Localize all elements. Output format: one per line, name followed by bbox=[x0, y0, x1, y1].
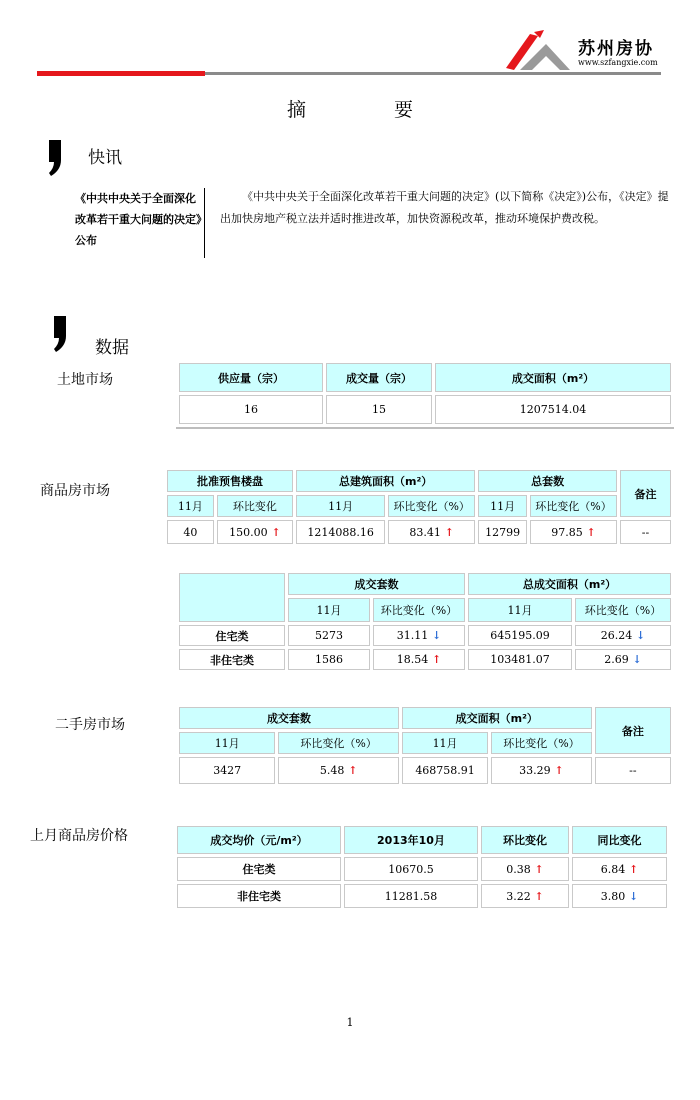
table-cell: 468758.91 bbox=[402, 757, 488, 784]
second-hand-table bbox=[176, 704, 674, 787]
section-comma-icon bbox=[47, 140, 63, 176]
table-header: 成交面积（m²） bbox=[435, 363, 671, 392]
news-body: 《中共中央关于全面深化改革若干重大问题的决定》(以下简称《决定》)公布，《决定》提出加快房地产税立法并适时推进改革，加快资源税改革，推动环境保护费改税。 bbox=[220, 190, 669, 225]
table-cell bbox=[575, 649, 671, 670]
table-cell bbox=[572, 884, 667, 908]
value: 3.80 bbox=[600, 889, 626, 903]
table-header: 2013年10月 bbox=[344, 826, 478, 854]
table-subheader: 环比变化 bbox=[217, 495, 293, 517]
table-header: 成交套数 bbox=[179, 707, 399, 729]
table-cell bbox=[388, 520, 475, 544]
header-rule-gray bbox=[205, 72, 661, 75]
row-label: 非住宅类 bbox=[179, 649, 285, 670]
table-cell: -- bbox=[620, 520, 671, 544]
table-subheader: 环比变化（%） bbox=[530, 495, 617, 517]
table-subheader: 11月 bbox=[288, 598, 370, 622]
table-cell: 15 bbox=[326, 395, 432, 424]
table-cell bbox=[217, 520, 293, 544]
trend-arrow-icon: ↑ bbox=[344, 764, 358, 777]
trend-arrow-icon: ↓ bbox=[628, 653, 642, 666]
table-cell: 645195.09 bbox=[468, 625, 572, 646]
table-cell: 16 bbox=[179, 395, 323, 424]
logo-mark-icon bbox=[500, 30, 576, 72]
news-section-title: 快讯 bbox=[88, 148, 122, 168]
table-cell: 1207514.04 bbox=[435, 395, 671, 424]
data-section-title: 数据 bbox=[95, 338, 129, 358]
trend-arrow-icon: ↓ bbox=[632, 629, 646, 642]
value: 2.69 bbox=[604, 653, 629, 666]
table-cell: 11281.58 bbox=[344, 884, 478, 908]
brand-logo bbox=[500, 30, 670, 72]
trend-arrow-icon: ↑ bbox=[267, 525, 281, 539]
table-subheader: 11月 bbox=[179, 732, 275, 754]
land-market-table bbox=[176, 360, 674, 429]
table-header: 环比变化 bbox=[481, 826, 569, 854]
table-header: 总成交面积（m²） bbox=[468, 573, 671, 595]
table-header: 总建筑面积（m²） bbox=[296, 470, 475, 492]
table-cell bbox=[481, 884, 569, 908]
value: 83.41 bbox=[409, 525, 441, 539]
logo-url: www.szfangxie.com bbox=[578, 58, 658, 67]
table-subheader: 环比变化（%） bbox=[388, 495, 475, 517]
table-header: 备注 bbox=[595, 707, 671, 754]
table-cell: 103481.07 bbox=[468, 649, 572, 670]
header-rule-red bbox=[37, 71, 205, 76]
table-cell bbox=[530, 520, 617, 544]
table-cell bbox=[491, 757, 591, 784]
value: 97.85 bbox=[551, 525, 583, 539]
table-header: 成交均价（元/m²） bbox=[177, 826, 341, 854]
value: 31.11 bbox=[396, 629, 429, 642]
value: 0.38 bbox=[506, 862, 531, 876]
section-comma-icon bbox=[52, 316, 68, 352]
trend-arrow-icon: ↑ bbox=[582, 525, 596, 539]
table-cell: 1586 bbox=[288, 649, 370, 670]
table-cell: 12799 bbox=[478, 520, 527, 544]
value: 3.22 bbox=[506, 889, 531, 903]
table-subheader: 11月 bbox=[478, 495, 527, 517]
table-header: 总套数 bbox=[478, 470, 617, 492]
table-cell bbox=[373, 625, 465, 646]
table-header: 同比变化 bbox=[572, 826, 667, 854]
value: 33.29 bbox=[519, 764, 551, 777]
table-cell: 5273 bbox=[288, 625, 370, 646]
table-header: 成交套数 bbox=[288, 573, 465, 595]
value: 18.54 bbox=[396, 653, 429, 666]
page-number: 1 bbox=[346, 1016, 354, 1029]
value: 150.00 bbox=[229, 525, 268, 539]
second-hand-market-label: 二手房市场 bbox=[55, 717, 125, 733]
table-header: 备注 bbox=[620, 470, 671, 517]
trend-arrow-icon: ↓ bbox=[625, 889, 639, 903]
price-table bbox=[174, 823, 670, 911]
value: 26.24 bbox=[600, 629, 633, 642]
trend-arrow-icon: ↑ bbox=[530, 862, 544, 876]
row-label: 非住宅类 bbox=[177, 884, 341, 908]
table-subheader: 11月 bbox=[402, 732, 488, 754]
table-cell bbox=[575, 625, 671, 646]
table-header: 成交面积（m²） bbox=[402, 707, 592, 729]
table-subheader: 环比变化（%） bbox=[373, 598, 465, 622]
trend-arrow-icon: ↑ bbox=[625, 862, 639, 876]
table-cell: 3427 bbox=[179, 757, 275, 784]
row-label: 住宅类 bbox=[179, 625, 285, 646]
table-header: 成交量（宗） bbox=[326, 363, 432, 392]
page-title-char: 摘 bbox=[286, 99, 306, 121]
table-cell: -- bbox=[595, 757, 671, 784]
news-headline: 《中共中央关于全面深化改革若干重大问题的决定》公布 bbox=[75, 188, 205, 258]
commercial-market-label: 商品房市场 bbox=[40, 483, 110, 499]
table-header: 批准预售楼盘 bbox=[167, 470, 293, 492]
page-title-char: 要 bbox=[394, 99, 414, 121]
table-subheader: 环比变化（%） bbox=[278, 732, 399, 754]
value: 6.84 bbox=[600, 862, 626, 876]
price-label: 上月商品房价格 bbox=[30, 828, 128, 844]
trend-arrow-icon: ↑ bbox=[550, 764, 564, 777]
table-cell: 1214088.16 bbox=[296, 520, 385, 544]
table-subheader: 11月 bbox=[167, 495, 214, 517]
table-cell: 40 bbox=[167, 520, 214, 544]
trend-arrow-icon: ↑ bbox=[428, 653, 442, 666]
page-title bbox=[0, 95, 700, 122]
trend-arrow-icon: ↑ bbox=[530, 889, 544, 903]
table-subheader: 11月 bbox=[296, 495, 385, 517]
table-cell bbox=[572, 857, 667, 881]
presale-table bbox=[164, 467, 674, 547]
table-subheader: 环比变化（%） bbox=[491, 732, 591, 754]
deals-table bbox=[176, 570, 674, 673]
table-cell bbox=[278, 757, 399, 784]
table-header-blank bbox=[179, 573, 285, 622]
row-label: 住宅类 bbox=[177, 857, 341, 881]
value: 5.48 bbox=[319, 764, 345, 777]
table-header: 供应量（宗） bbox=[179, 363, 323, 392]
trend-arrow-icon: ↑ bbox=[440, 525, 454, 539]
table-cell: 10670.5 bbox=[344, 857, 478, 881]
table-subheader: 11月 bbox=[468, 598, 572, 622]
logo-title: 苏州房协 bbox=[578, 39, 654, 59]
table-cell bbox=[481, 857, 569, 881]
table-subheader: 环比变化（%） bbox=[575, 598, 671, 622]
trend-arrow-icon: ↓ bbox=[428, 629, 442, 642]
table-cell bbox=[373, 649, 465, 670]
land-market-label: 土地市场 bbox=[57, 372, 113, 388]
